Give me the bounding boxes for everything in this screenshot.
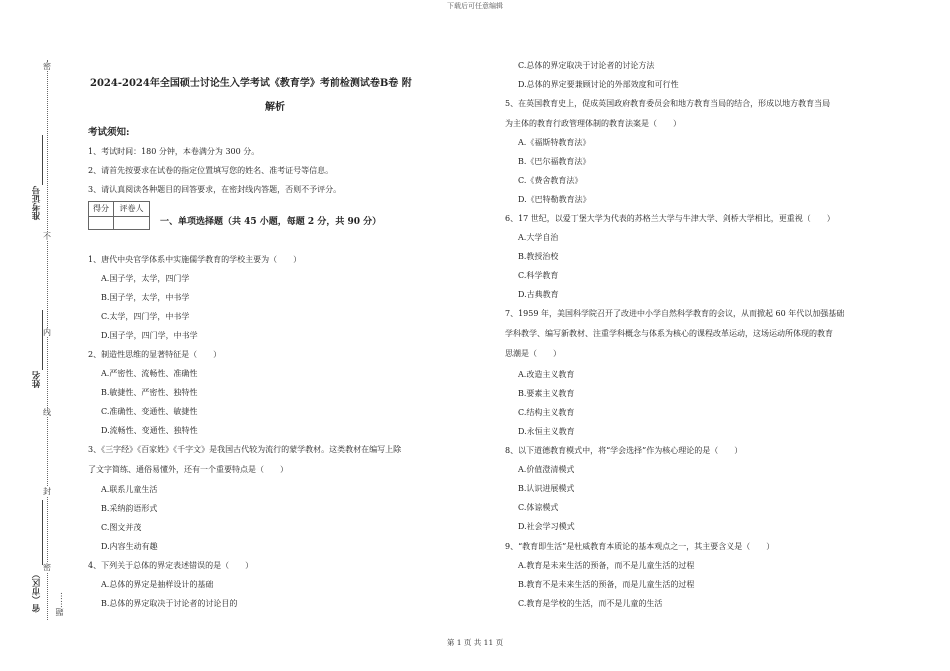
q4-option-a: A.总体的界定是抽样设计的基础 [101, 580, 214, 589]
q4-option-b: B.总体的界定取决于讨论者的讨论目的 [101, 599, 238, 608]
seal-char-3: 内 [43, 328, 51, 337]
q5-option-d: D.《巴特勒教育法》 [518, 195, 591, 204]
q2-option-a: A.严密性、流畅性、准确性 [101, 369, 198, 378]
q1-option-c: C.太学，四门学，中书学 [101, 312, 190, 321]
q5-option-c: C.《费舍教育法》 [518, 176, 583, 185]
q6-option-c: C.科学教育 [518, 271, 559, 280]
seal-char-1: 密 [43, 62, 51, 71]
grader-cell: 评卷人 [119, 204, 144, 213]
q1-option-d: D.国子学，四门学，中书学 [101, 331, 198, 340]
q2-option-b: B.敏捷性、严密性、独特性 [101, 388, 198, 397]
seal-char-4: 线 [43, 408, 51, 417]
q1-option-b: B.国子学，太学，中书学 [101, 293, 190, 302]
q3-option-a: A.联系儿童生活 [101, 485, 158, 494]
province-blank [42, 500, 43, 565]
binding-bottom-text: 题…… [55, 592, 64, 616]
name-blank [42, 310, 43, 370]
q5-option-a: A.《福斯特教育法》 [518, 138, 591, 147]
title-line-2: 解析 [265, 102, 285, 113]
id-number-label: 准考证号 [32, 186, 42, 220]
seal-char-5: 封 [43, 487, 51, 496]
name-label: 姓名 [32, 371, 42, 388]
q7-option-d: D.永恒主义教育 [518, 427, 575, 436]
notice-2: 2、请首先按要求在试卷的指定位置填写您的姓名、准考证号等信息。 [88, 166, 334, 175]
q9-option-a: A.教育是未来生活的预备，而不是儿童生活的过程 [518, 561, 695, 570]
q7-option-a: A.改造主义教育 [518, 370, 575, 379]
q6-option-a: A.大学自治 [518, 233, 559, 242]
q6-option-b: B.教授治校 [518, 252, 559, 261]
q1-stem: 1、唐代中央官学体系中实施儒学教育的学校主要为（ ） [88, 255, 302, 264]
exam-title [90, 72, 460, 120]
seal-dotted-line [47, 60, 48, 620]
section-heading: 一、单项选择题（共 45 小题，每题 2 分，共 90 分） [160, 217, 382, 227]
title-line-1: 2024-2024年全国硕士讨论生入学考试《教育学》考前检测试卷B卷 附 [90, 78, 412, 89]
q8-stem: 8、以下道德教育模式中，将“学会选择”作为核心理论的是（ ） [505, 446, 743, 455]
score-cell: 得分 [89, 202, 114, 216]
q3-option-d: D.内容生动有趣 [101, 542, 158, 551]
q4-option-c: C.总体的界定取决于讨论者的讨论方法 [518, 61, 655, 70]
seal-char-2: 不 [43, 232, 51, 241]
id-number-blank [42, 135, 43, 185]
q7-stem-line-1: 7、1959 年，美国科学院召开了改进中小学自然科学教育的会议，从而掀起 60 年代以加强基础 [505, 309, 845, 318]
download-note: 下载后可任意编辑 [447, 2, 503, 10]
q1-option-a: A.国子学，太学，四门学 [101, 274, 190, 283]
seal-char-6: 密 [43, 563, 51, 572]
q2-stem: 2、制造性思维的显著特征是（ ） [88, 350, 222, 359]
q3-stem-line-1: 3、《三字经》《百家姓》《千字文》是我国古代较为流行的蒙学教材。这类教材在编写上除 [88, 445, 402, 454]
q5-stem-line-1: 5、在英国教育史上，促成英国政府教育委员会和地方教育当局的结合，形成以地方教育当局 [505, 99, 831, 108]
q7-stem-line-3: 思潮是（ ） [505, 349, 561, 358]
q2-option-d: D.流畅性、变通性、独特性 [101, 426, 198, 435]
q8-option-d: D.社会学习模式 [518, 522, 575, 531]
page-footer: 第 1 页 共 11 页 [446, 638, 504, 647]
notice-1: 1、考试时间：180 分钟，本卷满分为 300 分。 [88, 147, 260, 156]
notice-3: 3、请认真阅读各种题目的回答要求，在密封线内答题，否则不予评分。 [88, 185, 342, 194]
q8-option-c: C.体谅模式 [518, 503, 559, 512]
q4-stem: 4、下列关于总体的界定表述错误的是（ ） [88, 561, 254, 570]
q5-option-b: B.《巴尔福教育法》 [518, 157, 591, 166]
q7-option-c: C.结构主义教育 [518, 408, 575, 417]
q8-option-a: A.价值澄清模式 [518, 465, 575, 474]
q6-stem: 6、17 世纪，以爱丁堡大学为代表的苏格兰大学与牛津大学、剑桥大学相比，更重视（ ） [505, 214, 835, 223]
q9-stem: 9、“教育即生活”是杜威教育本质论的基本观点之一，其主要含义是（ ） [505, 542, 775, 551]
q7-stem-line-2: 学科教学、编写新教材、注重学科概念与体系为核心的课程改革运动，这场运动所体现的教育 [505, 329, 833, 338]
province-label: 省（市区） [32, 570, 42, 613]
q3-option-c: C.图文并茂 [101, 523, 142, 532]
q3-option-b: B.采纳韵语形式 [101, 504, 158, 513]
q6-option-d: D.古典教育 [518, 290, 559, 299]
notice-heading: 考试须知: [88, 127, 130, 138]
q9-option-c: C.教育是学校的生活，而不是儿童的生活 [518, 599, 663, 608]
q3-stem-line-2: 了文字简练、通俗易懂外，还有一个重要特点是（ ） [88, 465, 288, 474]
score-table-blank-row [88, 216, 150, 230]
q5-stem-line-2: 为主体的教育行政管理体制的教育法案是（ ） [505, 119, 681, 128]
score-table [88, 201, 150, 217]
binding-margin [0, 0, 70, 671]
q9-option-b: B.教育不是未来生活的预备，而是儿童生活的过程 [518, 580, 695, 589]
q7-option-b: B.要素主义教育 [518, 389, 575, 398]
q4-option-d: D.总体的界定要兼顾讨论的外部效度和可行性 [518, 80, 679, 89]
q8-option-b: B.认识进展模式 [518, 484, 575, 493]
q2-option-c: C.准确性、变通性、敏捷性 [101, 407, 198, 416]
